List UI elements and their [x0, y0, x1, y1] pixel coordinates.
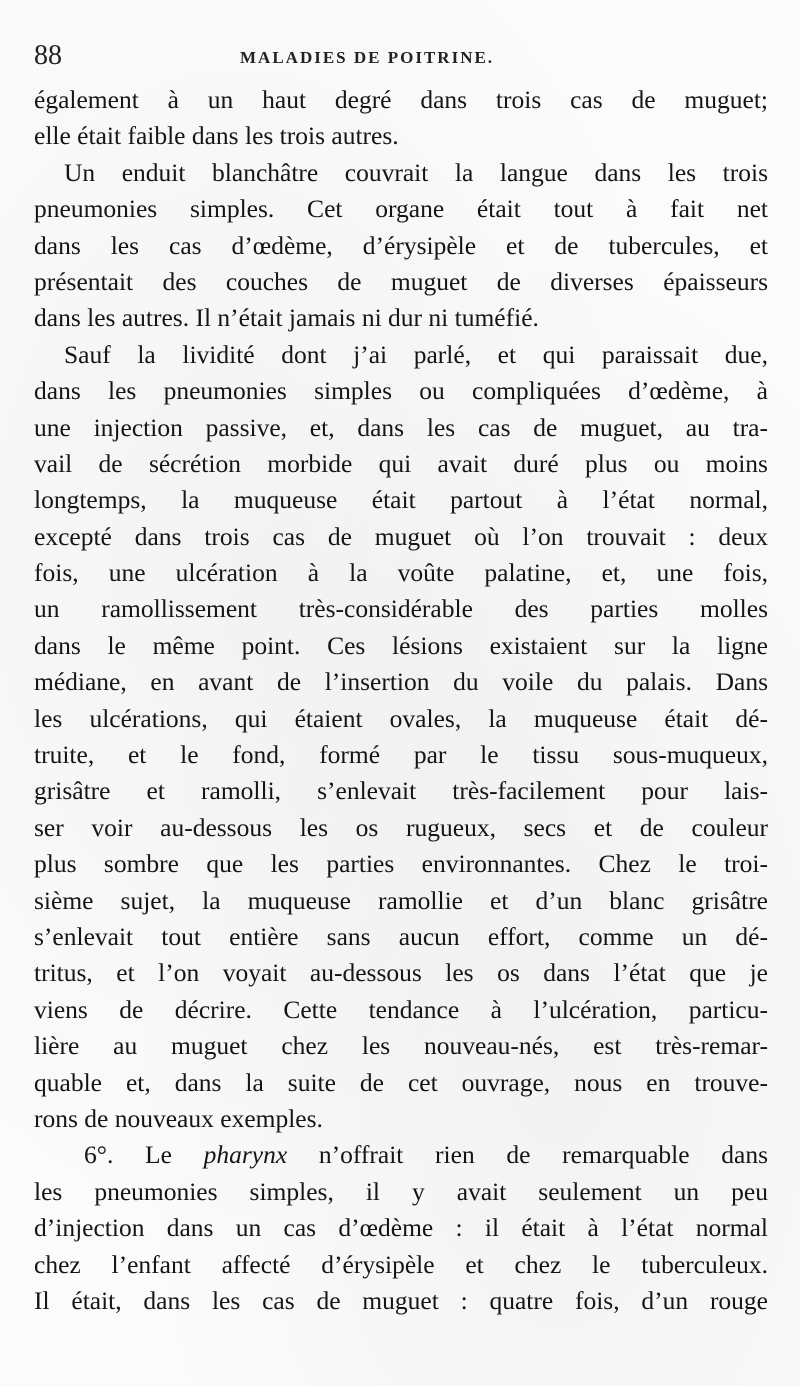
text-line: sième sujet, la muqueuse ramollie et d’un blanc grisâtre	[34, 885, 768, 915]
text-line: excepté dans trois cas de muguet où l’on trouvait : deux	[34, 521, 768, 551]
text-line: également à un haut degré dans trois cas de muguet;	[34, 85, 768, 114]
text-line: viens de décrire. Cette tendance à l’ulcération, particu-	[34, 994, 768, 1024]
page-header	[30, 40, 770, 76]
text-line: dans les autres. Il n’était jamais ni dur ni tuméfié.	[34, 303, 539, 333]
text-line: une injection passive, et, dans les cas de muguet, au tra-	[34, 412, 768, 442]
text-line: s’enlevait tout entière sans aucun effort, comme un dé-	[34, 921, 768, 951]
text-line: truite, et le fond, formé par le tissu sous-muqueux,	[34, 740, 768, 770]
running-head: MALADIES DE POITRINE.	[240, 48, 495, 67]
text-line: les pneumonies simples, il y avait seulement un peu	[34, 1176, 768, 1206]
text-line: d’injection dans un cas d’œdème : il était à l’état normal	[34, 1213, 768, 1243]
text-line: plus sombre que les parties environnantes. Chez le troi-	[34, 849, 768, 879]
text-line: lière au muguet chez les nouveau-nés, est très-remar-	[34, 1031, 768, 1061]
body-text	[34, 82, 768, 1319]
text-line: dans les cas d’œdème, d’érysipèle et de tubercules, et	[34, 230, 768, 260]
text-line: dans le même point. Ces lésions existaient sur la ligne	[34, 630, 768, 660]
text-line: Un enduit blanchâtre couvrait la langue dans les trois	[64, 157, 768, 187]
text-line: Sauf la lividité dont j’ai parlé, et qui paraissait due,	[64, 339, 768, 369]
pharynx-term: pharynx	[203, 1140, 288, 1170]
text-line: présentait des couches de muguet de diverses épaisseurs	[34, 266, 768, 296]
text-line: tritus, et l’on voyait au-dessous les os dans l’état que je	[34, 958, 768, 988]
text-line: vail de sécrétion morbide qui avait duré plus ou moins	[34, 448, 768, 478]
text-line: ser voir au-dessous les os rugueux, secs et de couleur	[34, 812, 768, 842]
text-line: Il était, dans les cas de muguet : quatre fois, d’un rouge	[34, 1285, 768, 1315]
line-lead: 6°. Le	[84, 1140, 204, 1170]
text-line: chez l’enfant affecté d’érysipèle et chez le tuberculeux.	[34, 1249, 768, 1279]
text-line: dans les pneumonies simples ou compliquées d’œdème, à	[34, 376, 768, 406]
text-line: les ulcérations, qui étaient ovales, la muqueuse était dé-	[34, 703, 768, 733]
page-number: 88	[34, 40, 62, 71]
text-line: elle était faible dans les trois autres.	[34, 121, 399, 151]
text-line: pneumonies simples. Cet organe était tout à fait net	[34, 194, 768, 224]
text-line: fois, une ulcération à la voûte palatine, et, une fois,	[34, 558, 768, 588]
text-line: rons de nouveaux exemples.	[34, 1103, 323, 1133]
text-line: médiane, en avant de l’insertion du voile du palais. Dans	[34, 667, 768, 697]
text-line: grisâtre et ramolli, s’enlevait très-facilement pour lais-	[34, 776, 768, 806]
text-line: un ramollissement très-considérable des parties molles	[34, 594, 768, 624]
line-rest: n’offrait rien de remarquable dans	[287, 1140, 768, 1170]
text-line: quable et, dans la suite de cet ouvrage, nous en trouve-	[34, 1067, 768, 1097]
text-line: longtemps, la muqueuse était partout à l’état normal,	[34, 485, 768, 515]
text-line-pharynx	[34, 1137, 768, 1173]
